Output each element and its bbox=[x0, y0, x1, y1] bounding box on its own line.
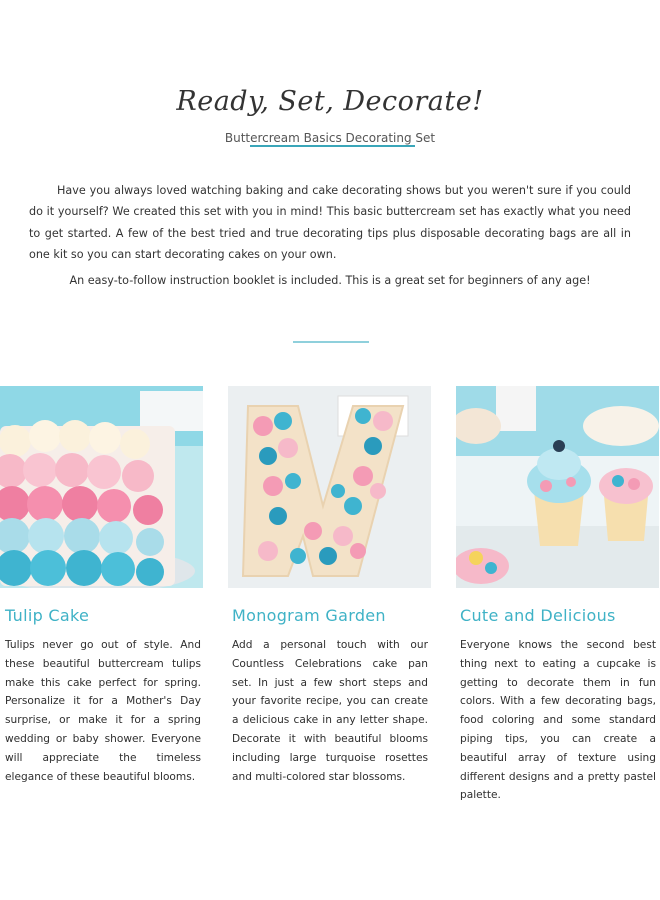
column-text-cute-and-delicious: Everyone knows the second best thing next to eating a cupcake is getting to decorate them in fun colors. With a few decorating bags, food coloring and some standard piping tips, you can create a beautiful array of texture using different designs and a pretty pastel palette. bbox=[460, 639, 656, 802]
intro-text bbox=[29, 180, 631, 291]
column-title-tulip-cake: Tulip Cake bbox=[5, 606, 90, 625]
column-title-cute-and-delicious: Cute and Delicious bbox=[460, 606, 616, 625]
column-title-monogram-garden: Monogram Garden bbox=[232, 606, 386, 625]
intro-paragraph-2: An easy-to-follow instruction booklet is included. This is a great set for beginners of any age! bbox=[69, 273, 591, 287]
subtitle-underline bbox=[250, 145, 415, 147]
column-text-tulip-cake: Tulips never go out of style. And these beautiful buttercream tulips make this cake perfect for spring. Personalize it for a Mother's Day surprise, or make it for a spring wedding or baby shower. Everyone will appreciate the timeless elegance of these beautiful blooms. bbox=[5, 639, 201, 783]
monogram-cake-photo bbox=[228, 386, 431, 588]
column-text-monogram-garden: Add a personal touch with our Countless Celebrations cake pan set. In just a few short steps and your favorite recipe, you can create a delicious cake in any letter shape. Decorate it with beautiful blooms including large turquoise rosettes and multi-colored star blossoms. bbox=[232, 639, 428, 783]
intro-paragraph-1: Have you always loved watching baking and cake decorating shows but you weren't sure if you could do it yourself? We created this set with you in mind! This basic buttercream set has exactly what you need to get started. A few of the best tried and true decorating tips plus disposable decorating bags are all in one kit so you can start decorating cakes on your own. bbox=[29, 184, 631, 262]
tulip-cake-photo bbox=[0, 386, 203, 588]
page-subtitle: Buttercream Basics Decorating Set bbox=[224, 131, 436, 145]
section-divider bbox=[293, 341, 369, 343]
page-title: Ready, Set, Decorate! bbox=[176, 86, 484, 117]
cupcakes-photo bbox=[456, 386, 659, 588]
